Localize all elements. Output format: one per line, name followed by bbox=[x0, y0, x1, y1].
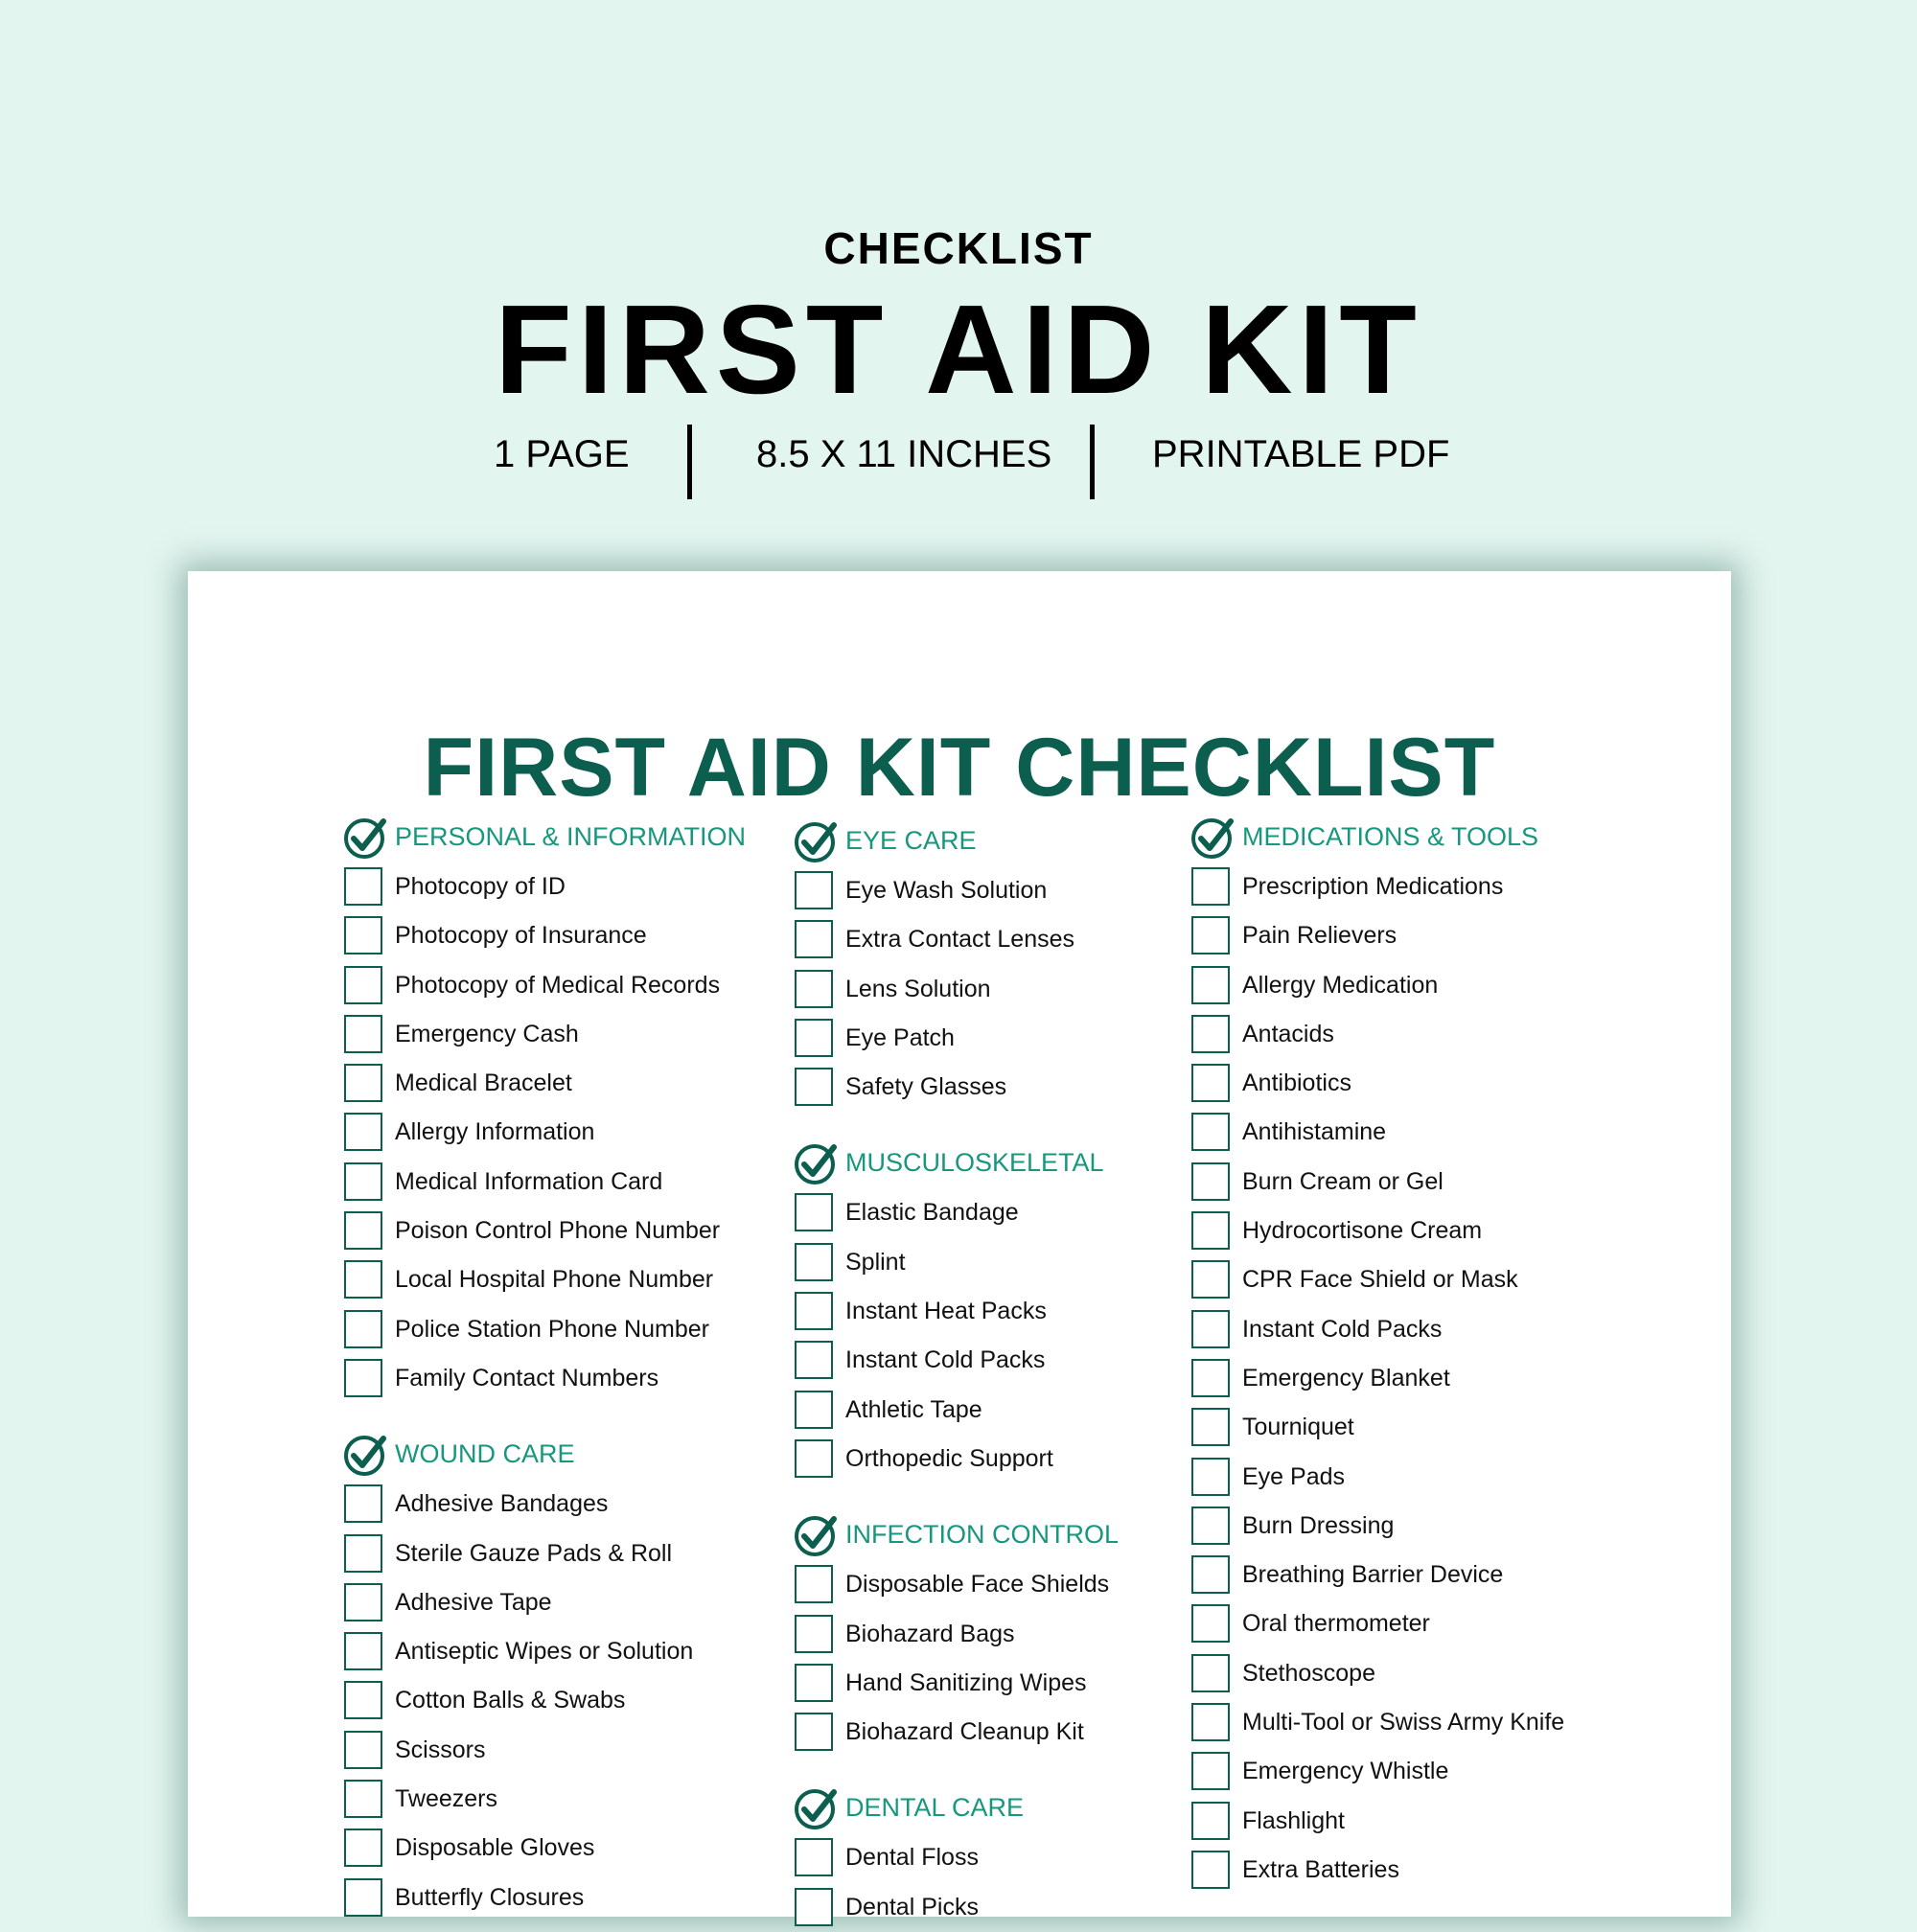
item-label: Disposable Face Shields bbox=[845, 1571, 1110, 1598]
sheet-title: FIRST AID KIT CHECKLIST bbox=[423, 722, 1496, 814]
item-label: Photocopy of ID bbox=[395, 873, 566, 900]
checkbox[interactable] bbox=[795, 1068, 833, 1106]
checkbox[interactable] bbox=[344, 1064, 382, 1102]
checkbox[interactable] bbox=[1191, 1604, 1230, 1643]
checkbox[interactable] bbox=[344, 1681, 382, 1719]
item-label: Splint bbox=[845, 1248, 906, 1276]
section-title: INFECTION CONTROL bbox=[845, 1520, 1120, 1550]
checklist-item bbox=[792, 1708, 1252, 1757]
item-label: Eye Pads bbox=[1242, 1462, 1346, 1490]
item-label: Biohazard Bags bbox=[845, 1620, 1015, 1647]
section-header bbox=[792, 816, 1252, 866]
item-label: Local Hospital Phone Number bbox=[395, 1266, 714, 1294]
section-title: PERSONAL & INFORMATION bbox=[395, 822, 747, 851]
check-circle-icon bbox=[792, 1783, 842, 1833]
checklist-item bbox=[1189, 1010, 1649, 1059]
checkbox[interactable] bbox=[1191, 1752, 1230, 1790]
checklist-item bbox=[792, 1014, 1252, 1063]
item-label: Poison Control Phone Number bbox=[395, 1217, 721, 1245]
checkbox[interactable] bbox=[795, 1664, 833, 1702]
checkbox[interactable] bbox=[1191, 1654, 1230, 1692]
checkbox[interactable] bbox=[795, 1565, 833, 1603]
item-label: Emergency Cash bbox=[395, 1020, 579, 1047]
checklist-item bbox=[1189, 1255, 1649, 1304]
checklist-item bbox=[1189, 1846, 1649, 1895]
checkbox[interactable] bbox=[344, 1780, 382, 1818]
checklist-item bbox=[1189, 1599, 1649, 1648]
checklist-item bbox=[341, 1255, 801, 1304]
checkbox[interactable] bbox=[795, 970, 833, 1008]
checklist-item bbox=[1189, 1059, 1649, 1108]
checklist-item bbox=[1189, 1403, 1649, 1452]
checklist-item bbox=[792, 1238, 1252, 1287]
checklist-item bbox=[341, 1824, 801, 1873]
checkbox[interactable] bbox=[344, 1828, 382, 1867]
checklist-item bbox=[792, 1435, 1252, 1484]
checkbox[interactable] bbox=[1191, 1113, 1230, 1151]
checklist-column-3 bbox=[1189, 813, 1649, 1895]
section-header bbox=[792, 1138, 1252, 1188]
item-label: Butterfly Closures bbox=[395, 1883, 585, 1911]
checklist-item bbox=[1189, 862, 1649, 911]
checkbox[interactable] bbox=[344, 1260, 382, 1299]
checklist-item bbox=[792, 1610, 1252, 1659]
item-label: Lens Solution bbox=[845, 975, 991, 1002]
checkbox[interactable] bbox=[1191, 1015, 1230, 1053]
meta-pages: 1 PAGE bbox=[494, 433, 630, 475]
item-label: Instant Cold Packs bbox=[1242, 1315, 1443, 1343]
checkbox[interactable] bbox=[1191, 966, 1230, 1004]
checklist-item bbox=[341, 1108, 801, 1157]
item-label: Adhesive Bandages bbox=[395, 1490, 609, 1518]
meta-divider bbox=[1090, 425, 1095, 499]
checklist-item bbox=[1189, 961, 1649, 1010]
checkbox[interactable] bbox=[344, 1113, 382, 1151]
checkbox[interactable] bbox=[344, 1211, 382, 1250]
item-label: Orthopedic Support bbox=[845, 1444, 1053, 1472]
check-circle-icon bbox=[341, 813, 391, 862]
checklist-item bbox=[341, 1578, 801, 1627]
checklist-item bbox=[341, 911, 801, 960]
section-title: EYE CARE bbox=[845, 826, 977, 855]
checklist-column-1 bbox=[341, 813, 801, 1922]
checklist-item bbox=[341, 1874, 801, 1922]
checklist-item bbox=[1189, 1453, 1649, 1502]
section-header bbox=[341, 813, 801, 862]
checklist-sheet bbox=[188, 571, 1731, 1920]
checklist-item bbox=[341, 1010, 801, 1059]
item-label: Emergency Blanket bbox=[1242, 1364, 1450, 1392]
checkbox[interactable] bbox=[795, 1243, 833, 1281]
check-circle-icon bbox=[792, 1138, 842, 1188]
item-label: Cotton Balls & Swabs bbox=[395, 1687, 626, 1714]
checkbox[interactable] bbox=[344, 1632, 382, 1670]
section-gap bbox=[792, 1112, 1252, 1138]
checklist-item bbox=[792, 1883, 1252, 1932]
section-title: DENTAL CARE bbox=[845, 1793, 1025, 1823]
checkbox[interactable] bbox=[1191, 916, 1230, 954]
section-gap bbox=[792, 1757, 1252, 1783]
checkbox[interactable] bbox=[795, 1019, 833, 1057]
item-label: Scissors bbox=[395, 1736, 486, 1763]
checkbox[interactable] bbox=[1191, 1260, 1230, 1299]
item-label: Prescription Medications bbox=[1242, 873, 1504, 900]
checklist-item bbox=[792, 1287, 1252, 1336]
section-title: MUSCULOSKELETAL bbox=[845, 1148, 1104, 1178]
item-label: Photocopy of Insurance bbox=[395, 922, 647, 950]
checkbox[interactable] bbox=[1191, 1851, 1230, 1889]
checklist-item bbox=[341, 1305, 801, 1354]
item-label: Dental Picks bbox=[845, 1893, 979, 1920]
item-label: Athletic Tape bbox=[845, 1395, 982, 1423]
item-label: Safety Glasses bbox=[845, 1073, 1007, 1101]
checklist-item bbox=[792, 866, 1252, 915]
item-label: Dental Floss bbox=[845, 1844, 979, 1872]
checkbox[interactable] bbox=[1191, 1310, 1230, 1348]
checkbox[interactable] bbox=[1191, 1506, 1230, 1545]
checklist-item bbox=[341, 1627, 801, 1676]
check-circle-icon bbox=[792, 816, 842, 866]
item-label: Allergy Information bbox=[395, 1118, 595, 1146]
item-label: Adhesive Tape bbox=[395, 1588, 552, 1616]
checkbox[interactable] bbox=[344, 1359, 382, 1397]
section-gap bbox=[341, 1403, 801, 1430]
item-label: Allergy Medication bbox=[1242, 971, 1439, 999]
checklist-item bbox=[1189, 1108, 1649, 1157]
check-circle-icon bbox=[1189, 813, 1238, 862]
checklist-item bbox=[1189, 1354, 1649, 1403]
item-label: Instant Cold Packs bbox=[845, 1346, 1046, 1374]
checkbox[interactable] bbox=[795, 1888, 833, 1926]
checkbox[interactable] bbox=[344, 1878, 382, 1917]
checklist-item bbox=[341, 1158, 801, 1207]
header-subtitle: CHECKLIST bbox=[823, 223, 1094, 273]
checkbox[interactable] bbox=[795, 1292, 833, 1330]
checkbox[interactable] bbox=[795, 1193, 833, 1231]
checkbox[interactable] bbox=[344, 867, 382, 906]
checklist-item bbox=[341, 1059, 801, 1108]
checklist-item bbox=[792, 1336, 1252, 1385]
checklist-item bbox=[1189, 1698, 1649, 1747]
checkbox[interactable] bbox=[1191, 1703, 1230, 1741]
checkbox[interactable] bbox=[1191, 1802, 1230, 1840]
checklist-item bbox=[341, 1530, 801, 1578]
item-label: Antiseptic Wipes or Solution bbox=[395, 1638, 694, 1666]
meta-size: 8.5 X 11 INCHES bbox=[756, 433, 1052, 475]
checkbox[interactable] bbox=[795, 1713, 833, 1751]
checkbox[interactable] bbox=[795, 1615, 833, 1653]
item-label: Flashlight bbox=[1242, 1806, 1345, 1834]
section-gap bbox=[792, 1484, 1252, 1510]
item-label: Breathing Barrier Device bbox=[1242, 1561, 1504, 1589]
checkbox[interactable] bbox=[1191, 1408, 1230, 1446]
checklist-item bbox=[1189, 911, 1649, 960]
checklist-item bbox=[792, 1386, 1252, 1435]
checkbox[interactable] bbox=[344, 1484, 382, 1523]
checklist-item bbox=[341, 1726, 801, 1775]
checklist-item bbox=[792, 915, 1252, 964]
item-label: Hand Sanitizing Wipes bbox=[845, 1668, 1087, 1696]
meta-format: PRINTABLE PDF bbox=[1152, 433, 1450, 475]
checkbox[interactable] bbox=[1191, 867, 1230, 906]
item-label: Burn Cream or Gel bbox=[1242, 1167, 1444, 1195]
checklist-item bbox=[1189, 1502, 1649, 1551]
item-label: Family Contact Numbers bbox=[395, 1364, 659, 1392]
item-label: Emergency Whistle bbox=[1242, 1758, 1449, 1785]
item-label: Tweezers bbox=[395, 1785, 497, 1813]
checkbox[interactable] bbox=[344, 1310, 382, 1348]
item-label: Instant Heat Packs bbox=[845, 1298, 1047, 1325]
checklist-item bbox=[341, 1676, 801, 1725]
checkbox[interactable] bbox=[344, 1162, 382, 1201]
item-label: Extra Batteries bbox=[1242, 1855, 1399, 1883]
checkbox[interactable] bbox=[795, 920, 833, 958]
section-header bbox=[1189, 813, 1649, 862]
checklist-item bbox=[341, 862, 801, 911]
checklist-item bbox=[1189, 1158, 1649, 1207]
item-label: Hydrocortisone Cream bbox=[1242, 1217, 1483, 1245]
checklist-item bbox=[1189, 1551, 1649, 1599]
meta-divider bbox=[687, 425, 692, 499]
checklist-item bbox=[341, 1775, 801, 1824]
section-header bbox=[341, 1430, 801, 1480]
header-title: FIRST AID KIT bbox=[495, 279, 1422, 420]
checklist-item bbox=[341, 1480, 801, 1529]
checkbox[interactable] bbox=[1191, 1458, 1230, 1496]
item-label: Extra Contact Lenses bbox=[845, 926, 1075, 954]
checkbox[interactable] bbox=[795, 1391, 833, 1429]
checkbox[interactable] bbox=[1191, 1359, 1230, 1397]
checkbox[interactable] bbox=[795, 1838, 833, 1876]
item-label: Eye Wash Solution bbox=[845, 877, 1048, 904]
item-label: Tourniquet bbox=[1242, 1414, 1354, 1441]
item-label: Sterile Gauze Pads & Roll bbox=[395, 1539, 673, 1567]
checkbox[interactable] bbox=[1191, 1064, 1230, 1102]
checkbox[interactable] bbox=[795, 1439, 833, 1478]
checkbox[interactable] bbox=[344, 1583, 382, 1622]
item-label: Disposable Gloves bbox=[395, 1834, 595, 1862]
checklist-item bbox=[341, 1354, 801, 1403]
item-label: Photocopy of Medical Records bbox=[395, 971, 721, 999]
checklist-item bbox=[792, 965, 1252, 1014]
item-label: Elastic Bandage bbox=[845, 1199, 1019, 1227]
checklist-item bbox=[792, 1833, 1252, 1882]
checklist-item bbox=[1189, 1207, 1649, 1255]
item-label: Multi-Tool or Swiss Army Knife bbox=[1242, 1709, 1565, 1736]
item-label: CPR Face Shield or Mask bbox=[1242, 1266, 1518, 1294]
section-header bbox=[792, 1783, 1252, 1833]
item-label: Antacids bbox=[1242, 1020, 1334, 1047]
checkbox[interactable] bbox=[344, 916, 382, 954]
checklist-item bbox=[1189, 1747, 1649, 1796]
checkbox[interactable] bbox=[1191, 1162, 1230, 1201]
item-label: Antihistamine bbox=[1242, 1118, 1387, 1146]
checklist-item bbox=[792, 1560, 1252, 1609]
checkbox[interactable] bbox=[344, 1534, 382, 1573]
item-label: Police Station Phone Number bbox=[395, 1315, 709, 1343]
checklist-item bbox=[792, 1188, 1252, 1237]
checkbox[interactable] bbox=[1191, 1211, 1230, 1250]
check-circle-icon bbox=[341, 1430, 391, 1480]
checkbox[interactable] bbox=[344, 1015, 382, 1053]
item-label: Oral thermometer bbox=[1242, 1610, 1430, 1638]
item-label: Pain Relievers bbox=[1242, 922, 1397, 950]
section-title: WOUND CARE bbox=[395, 1439, 575, 1469]
checklist-item bbox=[341, 1207, 801, 1255]
item-label: Antibiotics bbox=[1242, 1070, 1351, 1097]
checklist-item bbox=[1189, 1649, 1649, 1698]
item-label: Medical Bracelet bbox=[395, 1070, 572, 1097]
checkbox[interactable] bbox=[795, 1341, 833, 1379]
item-label: Medical Information Card bbox=[395, 1167, 663, 1195]
checklist-item bbox=[341, 961, 801, 1010]
section-title: MEDICATIONS & TOOLS bbox=[1242, 822, 1539, 851]
item-label: Biohazard Cleanup Kit bbox=[845, 1718, 1084, 1746]
checkbox[interactable] bbox=[344, 966, 382, 1004]
checkbox[interactable] bbox=[344, 1731, 382, 1769]
checklist-item bbox=[792, 1659, 1252, 1708]
section-header bbox=[792, 1510, 1252, 1560]
item-label: Stethoscope bbox=[1242, 1659, 1375, 1687]
item-label: Burn Dressing bbox=[1242, 1511, 1395, 1539]
checklist-column-2 bbox=[792, 816, 1252, 1932]
checklist-item bbox=[1189, 1305, 1649, 1354]
checkbox[interactable] bbox=[1191, 1555, 1230, 1594]
checkbox[interactable] bbox=[795, 871, 833, 909]
item-label: Eye Patch bbox=[845, 1024, 955, 1051]
checklist-item bbox=[1189, 1797, 1649, 1846]
checklist-item bbox=[792, 1063, 1252, 1112]
check-circle-icon bbox=[792, 1510, 842, 1560]
